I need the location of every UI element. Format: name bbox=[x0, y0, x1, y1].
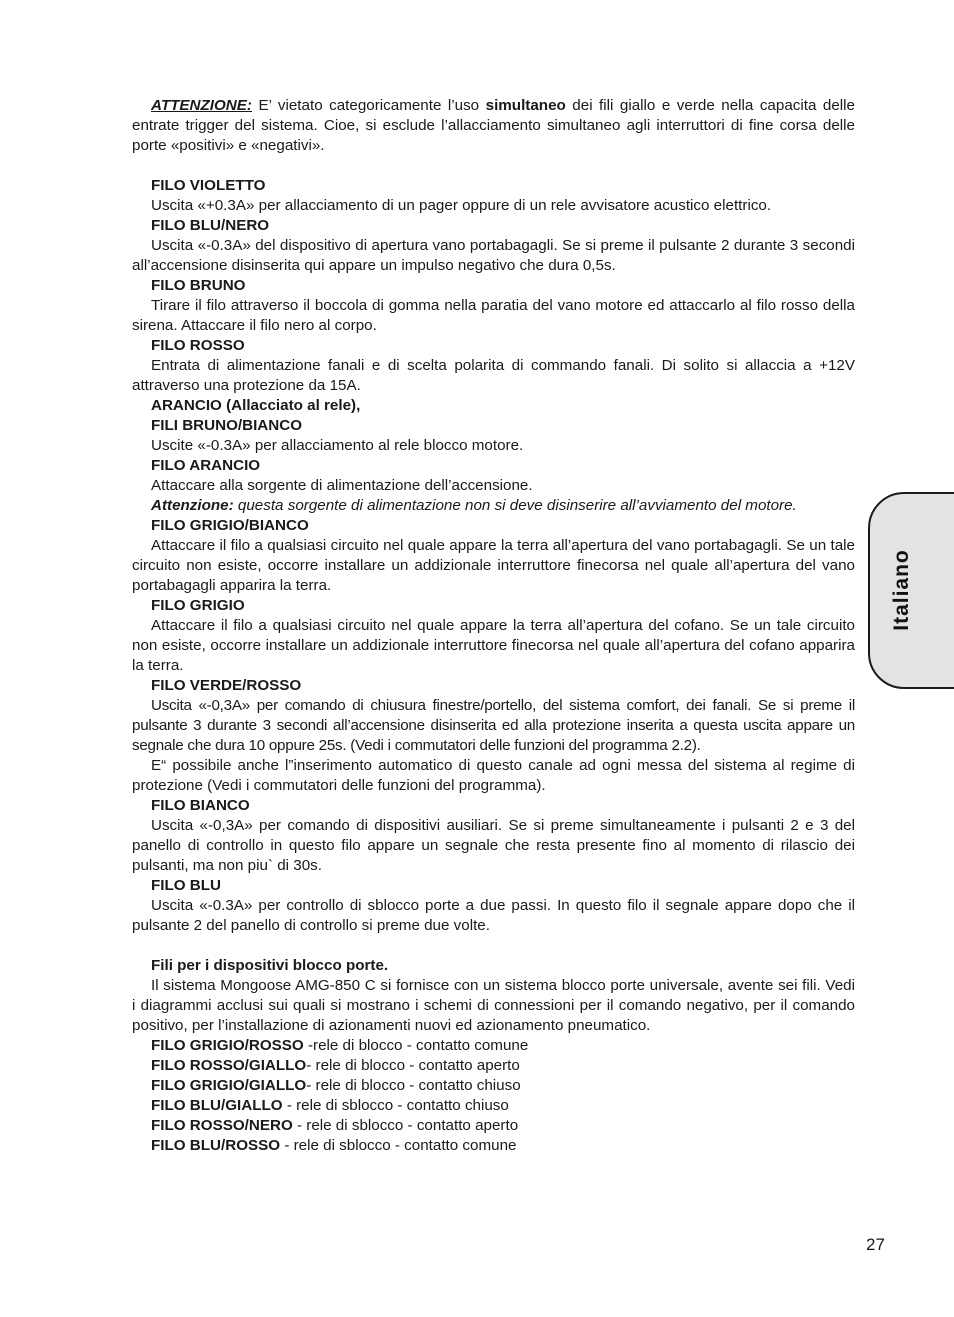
wire-text-grigio: Attaccare il filo a qualsiasi circuito nel quale appare la terra all’apertura del cofano. Se un tale circuito non esiste, occorre installare un addizionale interruttore finecorsa nel quale all’apertura del cofano apparira la terra. bbox=[132, 617, 855, 674]
list-item: FILO ROSSO/GIALLO- rele di blocco - contatto aperto bbox=[151, 1057, 520, 1074]
list-item: FILO ROSSO/NERO - rele di sblocco - contatto aperto bbox=[151, 1117, 519, 1134]
spacer bbox=[132, 936, 855, 956]
language-tab-label: Italiano bbox=[890, 549, 913, 631]
list-item: FILO GRIGIO/ROSSO -rele di blocco - contatto comune bbox=[151, 1037, 529, 1054]
wire-text-violetto: Uscita «+0.3A» per allacciamento di un pager oppure di un rele avvisatore acustico elettrico. bbox=[151, 197, 772, 214]
wire-title-violetto: FILO VIOLETTO bbox=[151, 177, 266, 194]
wire-text-bianco: Uscita «-0,3A» per comando di dispositivi ausiliari. Se si preme simultaneamente i pulsanti 2 e 3 del panello di controllo in questo filo appare un segnale che resta presente fino al momento di rilascio dei pulsanti, ma non piu` di 30s. bbox=[132, 817, 855, 874]
note-label: Attenzione: bbox=[151, 497, 234, 514]
wire-title-bianco: FILO BIANCO bbox=[151, 797, 250, 814]
wire-title-blu: FILO BLU bbox=[151, 877, 222, 894]
wire-title-bruno-bianco: FILI BRUNO/BIANCO bbox=[151, 417, 303, 434]
wire-title-grigio: FILO GRIGIO bbox=[151, 597, 245, 614]
wire-text-verde-rosso-1: Uscita «-0,3A» per comando di chiusura finestre/portello, del sistema comfort, dei fanali. Se si preme il pulsante 3 durante 3 secondi all’accensione disinserita ed alla protezione inserita a questa uscita appare un segnale che dura 10 oppure 25s. (Vedi i commutatori delle funzioni del programma 2.2). bbox=[132, 697, 855, 754]
wire-text-grigio-bianco: Attaccare il filo a qualsiasi circuito nel quale appare la terra all’apertura del vano portabagagli. Se un tale circuito non esiste, occorre installare un addizionale interruttore finecorsa nel quale all’apertura del vano portabagagli apparira la terra. bbox=[132, 537, 855, 594]
door-lock-text: Il sistema Mongoose AMG-850 C si fornisce con un sistema blocco porte universale, avente sei fili. Vedi i diagrammi acclusi sui quali si mostrano i schemi di connessioni per il comando negativo, per il comando positivo, per l’installazione di azionamenti nuovi ed azionamento pneumatico. bbox=[132, 977, 855, 1034]
wire-text-rosso: Entrata di alimentazione fanali e di scelta polarita di commando fanali. Di solito si allaccia a +12V attraverso una protezione da 15A. bbox=[132, 357, 855, 394]
door-lock-title: Fili per i dispositivi blocco porte. bbox=[151, 957, 389, 974]
wire-text-verde-rosso-2: E“ possibile anche l”inserimento automatico di questo canale ad ogni messa del sistema al regime di protezione (Vedi i commutatori delle funzioni del programma). bbox=[132, 757, 855, 794]
door-lock-list bbox=[132, 1036, 855, 1156]
spacer bbox=[132, 156, 855, 176]
list-item: FILO BLU/ROSSO - rele di sblocco - contatto comune bbox=[151, 1137, 517, 1154]
attention-paragraph: ATTENZIONE: E’ vietato categoricamente l’uso simultaneo dei fili giallo e verde nella capacita delle entrate trigger del sistema. Cioe, si esclude l’allacciamento simultaneo agli interruttori di fine corsa delle porte «positivi» e «negativi». bbox=[132, 97, 855, 154]
wire-text-bruno: Tirare il filo attraverso il boccola di gomma nella paratia del vano motore ed attaccarlo al filo rosso della sirena. Attaccare il filo nero al corpo. bbox=[132, 297, 855, 334]
wire-title-rosso: FILO ROSSO bbox=[151, 337, 245, 354]
wire-title-arancio-rele: ARANCIO (Allacciato al rele), bbox=[151, 397, 361, 414]
wire-title-grigio-bianco: FILO GRIGIO/BIANCO bbox=[151, 517, 309, 534]
wire-title-arancio: FILO ARANCIO bbox=[151, 457, 261, 474]
wire-title-bruno: FILO BRUNO bbox=[151, 277, 246, 294]
wire-text-bruno-bianco: Uscite «-0.3A» per allacciamento al rele blocco motore. bbox=[151, 437, 524, 454]
page-number: 27 bbox=[866, 1235, 885, 1254]
wire-text-blu-nero: Uscita «-0.3A» del dispositivo di apertura vano portabagagli. Se si preme il pulsante 2 durante 3 secondi all’accensione disinserita qui appare un impulso negativo che dura 0,5s. bbox=[132, 237, 855, 274]
wire-title-verde-rosso: FILO VERDE/ROSSO bbox=[151, 677, 302, 694]
wire-text-blu: Uscita «-0.3A» per controllo di sblocco porte a due passi. In questo filo il segnale appare dopo che il pulsante 2 del panello di controllo si preme due volte. bbox=[132, 897, 855, 934]
wire-title-blu-nero: FILO BLU/NERO bbox=[151, 217, 270, 234]
wire-text-arancio: Attaccare alla sorgente di alimentazione dell’accensione. bbox=[151, 477, 533, 494]
list-item: FILO BLU/GIALLO - rele di sblocco - contatto chiuso bbox=[151, 1097, 509, 1114]
attention-label: ATTENZIONE: bbox=[151, 97, 252, 114]
page-body bbox=[132, 96, 855, 1156]
wire-note-arancio: Attenzione: questa sorgente di alimentazione non si deve disinserire all’avviamento del motore. bbox=[151, 497, 797, 514]
list-item: FILO GRIGIO/GIALLO- rele di blocco - contatto chiuso bbox=[151, 1077, 521, 1094]
